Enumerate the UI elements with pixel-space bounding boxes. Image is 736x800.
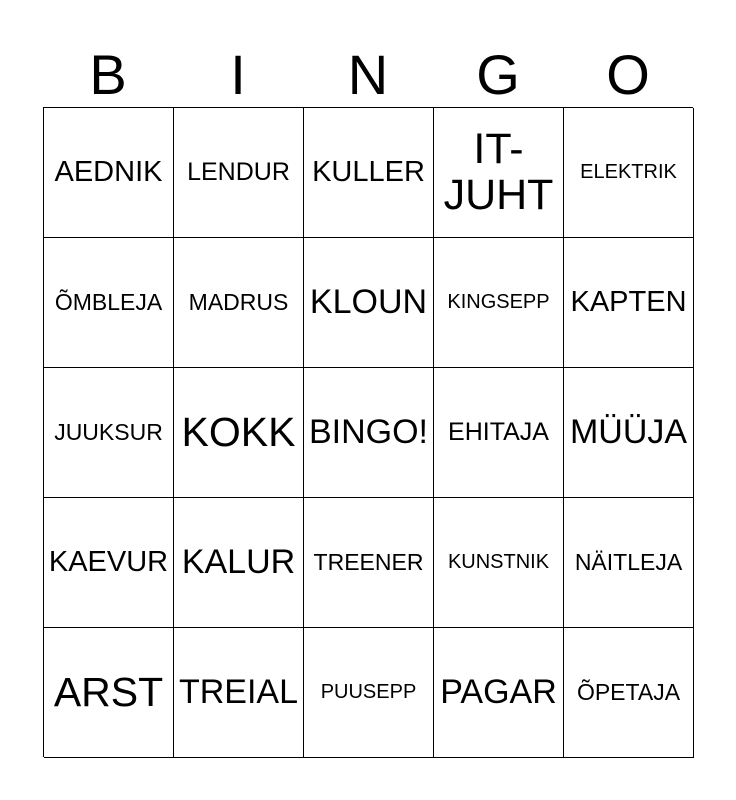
bingo-cell[interactable]: KALUR — [174, 498, 304, 628]
bingo-cell[interactable]: AEDNIK — [44, 108, 174, 238]
bingo-cell[interactable]: KLOUN — [304, 238, 434, 368]
bingo-cell[interactable]: KULLER — [304, 108, 434, 238]
bingo-cell[interactable]: TREENER — [304, 498, 434, 628]
bingo-cell[interactable]: ARST — [44, 628, 174, 758]
header-letter-i: I — [230, 43, 246, 106]
bingo-cell[interactable]: KINGSEPP — [434, 238, 564, 368]
header-letter-b: B — [89, 43, 127, 106]
bingo-cell[interactable]: KOKK — [174, 368, 304, 498]
bingo-cell[interactable]: NÄITLEJA — [564, 498, 694, 628]
bingo-cell[interactable]: PUUSEPP — [304, 628, 434, 758]
header-letter-n: N — [347, 43, 389, 106]
bingo-cell[interactable]: JUUKSUR — [44, 368, 174, 498]
bingo-cell[interactable]: ELEKTRIK — [564, 108, 694, 238]
bingo-cell[interactable]: KAEVUR — [44, 498, 174, 628]
bingo-cell[interactable]: IT-JUHT — [434, 108, 564, 238]
header-letter-o: O — [606, 43, 650, 106]
bingo-cell[interactable]: ÕMBLEJA — [44, 238, 174, 368]
header-letter-g: G — [476, 43, 520, 106]
bingo-cell[interactable]: KUNSTNIK — [434, 498, 564, 628]
bingo-cell[interactable]: KAPTEN — [564, 238, 694, 368]
bingo-cell[interactable]: TREIAL — [174, 628, 304, 758]
bingo-cell[interactable]: LENDUR — [174, 108, 304, 238]
bingo-cell[interactable]: MADRUS — [174, 238, 304, 368]
bingo-board — [43, 107, 693, 757]
bingo-cell[interactable]: PAGAR — [434, 628, 564, 758]
bingo-cell[interactable]: ÕPETAJA — [564, 628, 694, 758]
bingo-cell[interactable]: MÜÜJA — [564, 368, 694, 498]
bingo-cell-free[interactable]: BINGO! — [304, 368, 434, 498]
bingo-cell[interactable]: EHITAJA — [434, 368, 564, 498]
bingo-header — [43, 44, 693, 106]
